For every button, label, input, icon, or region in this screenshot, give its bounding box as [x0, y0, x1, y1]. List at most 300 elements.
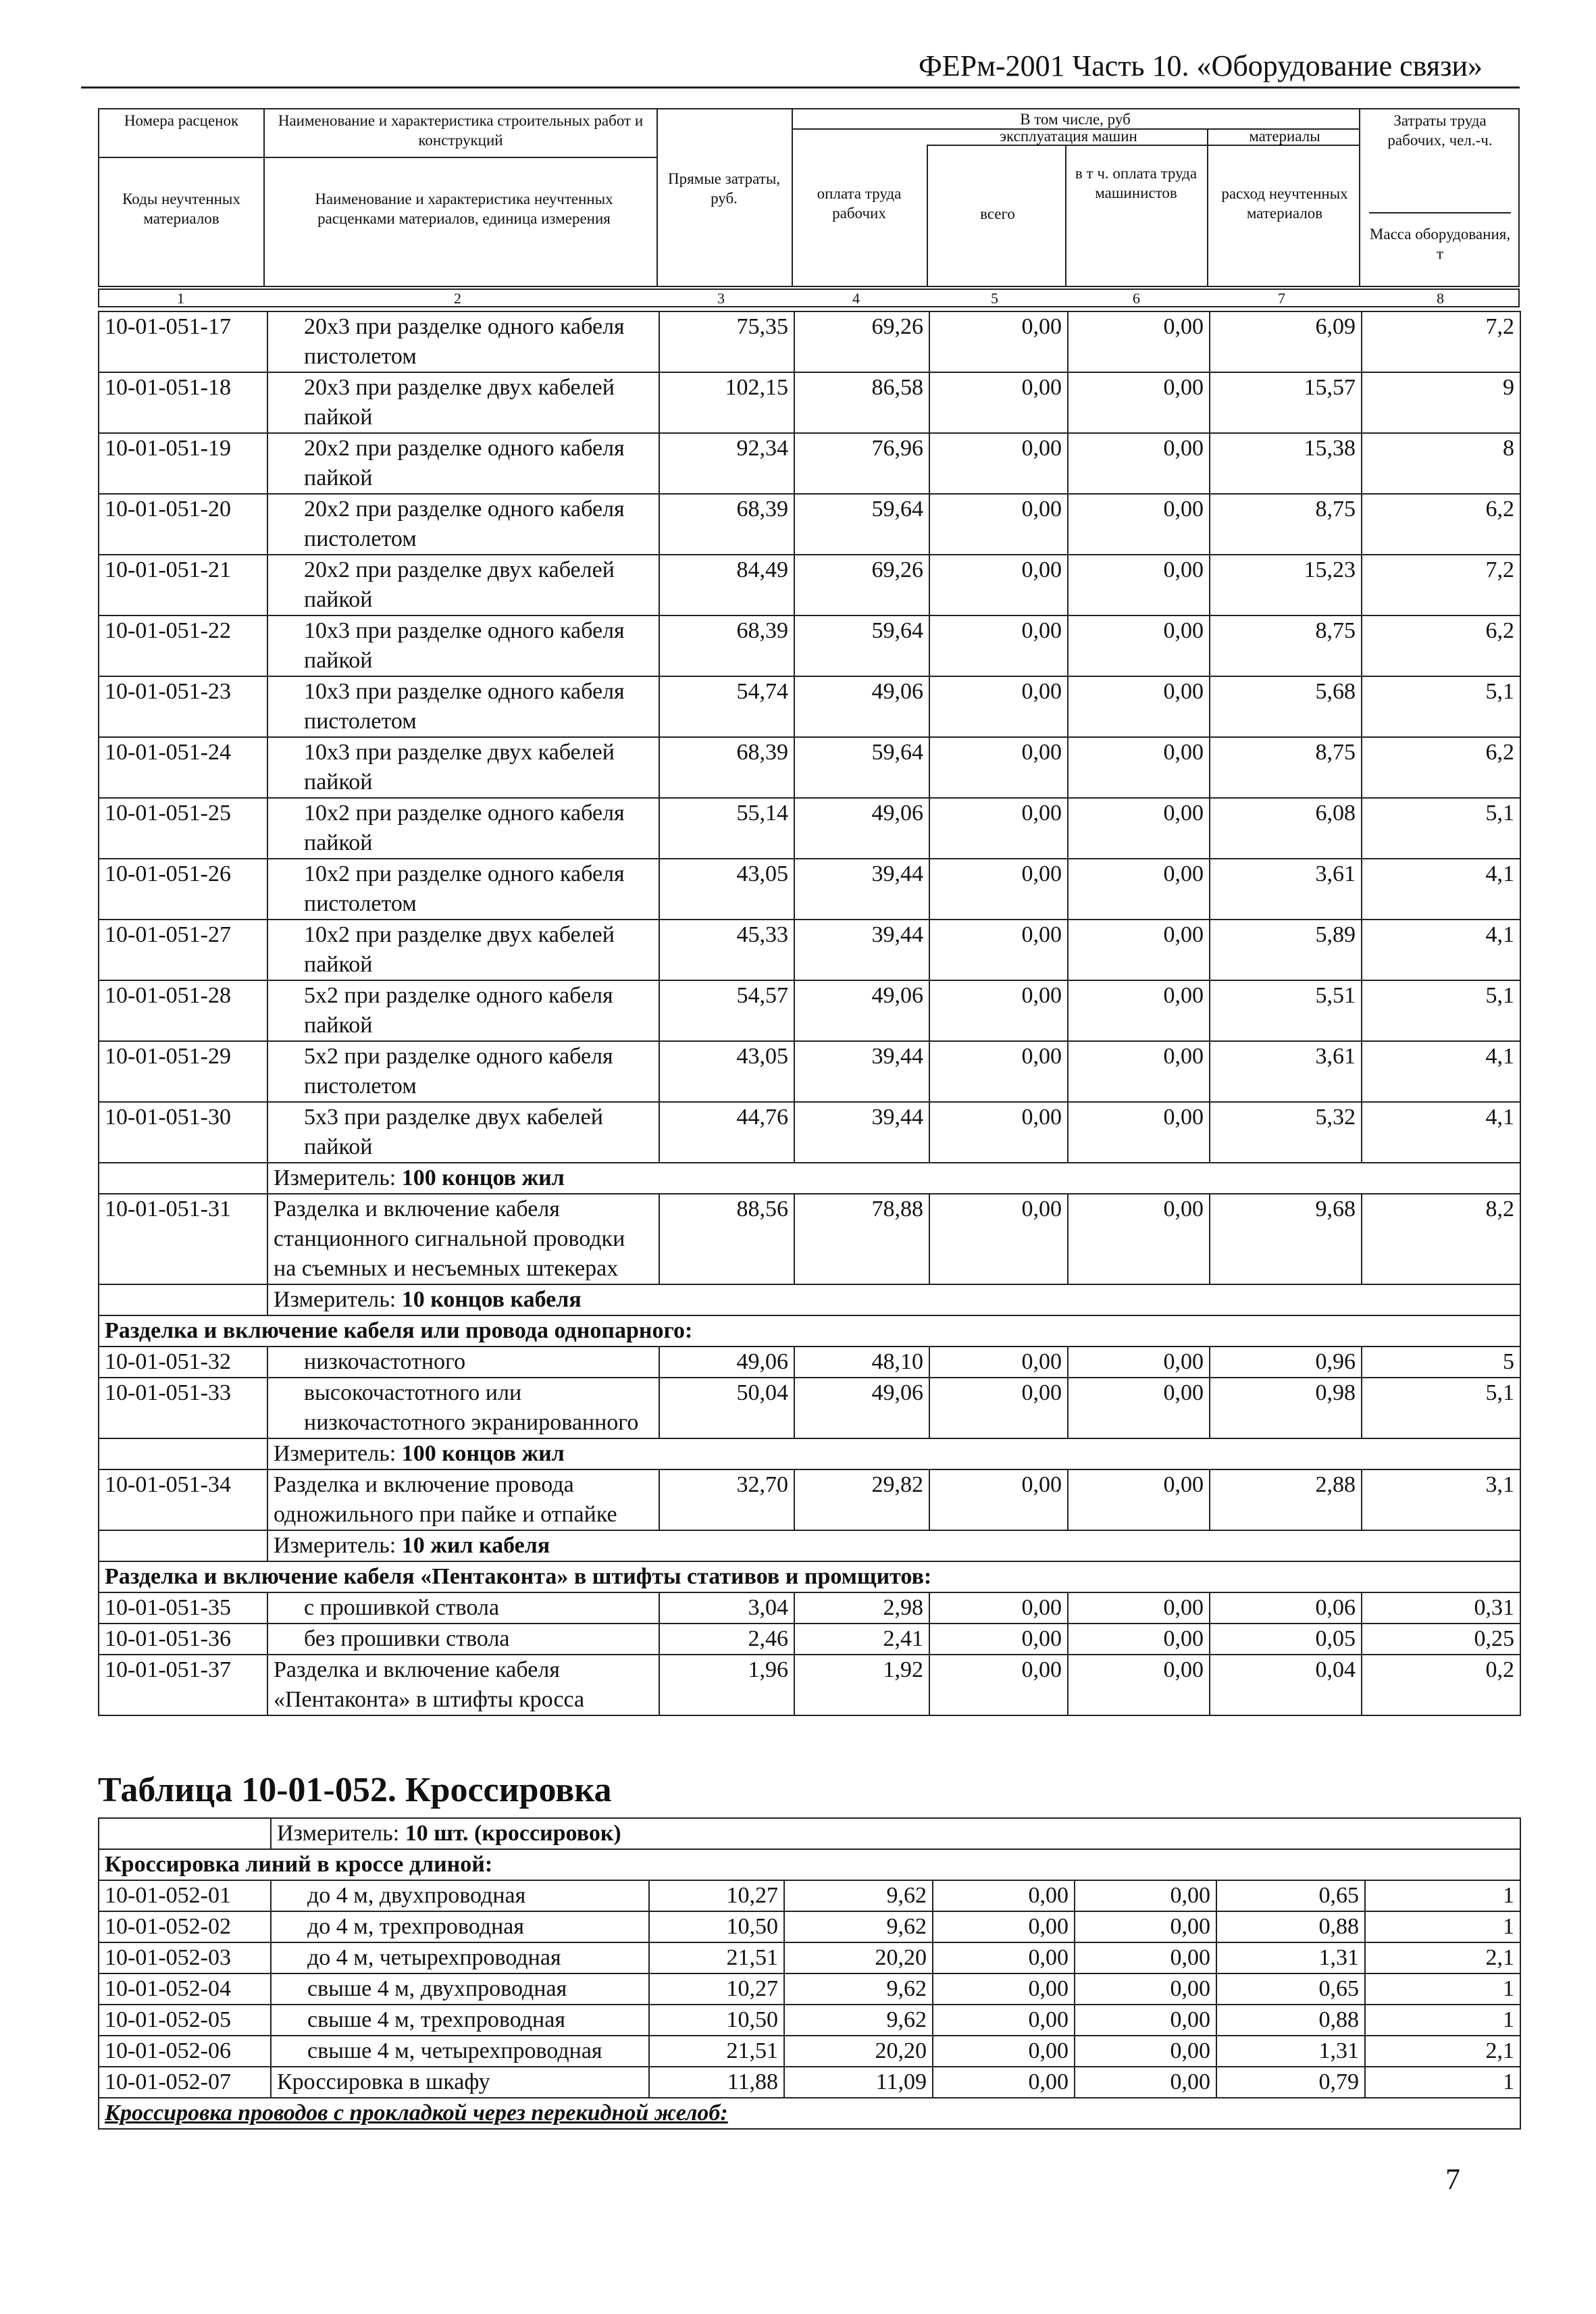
meter-label: Измеритель:: [274, 1441, 402, 1466]
header-rule: [81, 86, 1520, 89]
machines-total: 0,00: [933, 1942, 1075, 1973]
rate-code: 10-01-051-34: [99, 1469, 267, 1530]
labor-hours: 6,2: [1362, 615, 1520, 676]
rate-code: 10-01-051-19: [99, 433, 267, 494]
work-name: [267, 494, 659, 555]
rate-code: 10-01-051-36: [99, 1624, 267, 1655]
labor-hours: 1: [1365, 1973, 1520, 2005]
materials-cost: 5,32: [1210, 1102, 1362, 1163]
meter-row-text: [267, 1438, 1520, 1469]
col-divider: [263, 109, 265, 286]
work-name-text: без прошивки ствола: [304, 1626, 510, 1651]
table-row: [99, 1592, 1520, 1624]
machines-total: 0,00: [929, 798, 1068, 859]
materials-cost: 0,04: [1210, 1655, 1362, 1715]
work-name: [267, 1378, 659, 1438]
work-name: [271, 2005, 649, 2036]
labor-hours: 0,25: [1362, 1624, 1520, 1655]
work-name-text: 10х3 при разделке двух кабелей пайкой: [304, 740, 615, 795]
labor-hours: 1: [1365, 2067, 1520, 2098]
group-heading: Разделка и включение кабеля «Пентаконта» в штифты стативов и промщитов:: [99, 1561, 1520, 1592]
table-row: [99, 676, 1520, 737]
labor-pay: 9,62: [784, 2005, 933, 2036]
table-row: [99, 1973, 1520, 2005]
direct-cost: 10,27: [649, 1880, 784, 1911]
direct-cost: 92,34: [659, 433, 794, 494]
rate-code: 10-01-052-05: [99, 2005, 271, 2036]
materials-cost: 5,68: [1210, 676, 1362, 737]
rate-code: 10-01-051-21: [99, 555, 267, 615]
direct-cost: 49,06: [659, 1347, 794, 1378]
labor-hours: 1: [1365, 1880, 1520, 1911]
table-row: [99, 433, 1520, 494]
table-row: [99, 372, 1520, 433]
empty-cell: [99, 1530, 267, 1561]
group-heading: Кроссировка проводов с прокладкой через перекидной желоб:: [99, 2098, 1520, 2129]
col1-bottom-label: Коды неучтенных материалов: [122, 191, 240, 227]
rate-code: 10-01-052-03: [99, 1942, 271, 1973]
group-heading-row: [99, 1315, 1520, 1347]
col-divider: [792, 109, 793, 286]
labor-hours: 5,1: [1362, 676, 1520, 737]
work-name-text: 10х2 при разделке одного кабеля пистолетом: [304, 861, 625, 916]
work-name: [267, 1102, 659, 1163]
work-name: [271, 1942, 649, 1973]
machinists-pay: 0,00: [1068, 615, 1210, 676]
machines-total: 0,00: [929, 1041, 1068, 1102]
rate-code: 10-01-051-24: [99, 737, 267, 798]
direct-cost: 2,46: [659, 1624, 794, 1655]
work-name: [271, 2036, 649, 2067]
work-name: [267, 676, 659, 737]
meter-row: [99, 1438, 1520, 1469]
page-number: 7: [1445, 2163, 1460, 2196]
col-index-3: 3: [717, 290, 725, 307]
work-name: [267, 920, 659, 980]
machinists-pay: 0,00: [1075, 2067, 1216, 2098]
work-name-text: до 4 м, четырехпроводная: [307, 1945, 561, 1970]
running-head: ФЕРм-2001 Часть 10. «Оборудование связи»: [919, 49, 1483, 82]
table-row: [99, 1880, 1520, 1911]
machines-total: 0,00: [929, 920, 1068, 980]
materials-cost: 0,88: [1216, 1911, 1365, 1942]
machinists-pay: 0,00: [1068, 1655, 1210, 1715]
labor-pay: 76,96: [794, 433, 929, 494]
labor-pay: 2,98: [794, 1592, 929, 1624]
work-name-text: 20х3 при разделке одного кабеля пистолетом: [304, 314, 625, 369]
meter-row: [99, 1530, 1520, 1561]
machinists-pay: 0,00: [1075, 2036, 1216, 2067]
work-name-text: до 4 м, двухпроводная: [307, 1883, 526, 1908]
work-name: [267, 737, 659, 798]
labor-pay: 59,64: [794, 494, 929, 555]
rate-code: 10-01-051-33: [99, 1378, 267, 1438]
direct-cost: 68,39: [659, 737, 794, 798]
col4-label: оплата труда рабочих: [817, 185, 902, 222]
meter-value: 100 концов жил: [401, 1441, 565, 1466]
labor-hours: 2,1: [1365, 2036, 1520, 2067]
table-row: [99, 920, 1520, 980]
table-row: [99, 2036, 1520, 2067]
group-heading-row: [99, 1849, 1520, 1880]
machinists-pay: 0,00: [1068, 1469, 1210, 1530]
labor-pay: 9,62: [784, 1911, 933, 1942]
rate-code: 10-01-052-01: [99, 1880, 271, 1911]
machinists-pay: 0,00: [1068, 920, 1210, 980]
meter-value: 10 шт. (кроссировок): [405, 1821, 621, 1846]
work-name: Разделка и включение кабеля станционного сигнальной проводки на съемных и несъемных штекерах: [267, 1194, 659, 1284]
labor-pay: 1,92: [794, 1655, 929, 1715]
labor-pay: 49,06: [794, 1378, 929, 1438]
materials-cost: 8,75: [1210, 615, 1362, 676]
rate-code: 10-01-052-07: [99, 2067, 271, 2098]
meter-value: 10 жил кабеля: [401, 1533, 550, 1558]
rate-code: 10-01-051-31: [99, 1194, 267, 1284]
meter-value: 10 концов кабеля: [401, 1287, 582, 1312]
work-name-text: 20х3 при разделке двух кабелей пайкой: [304, 375, 615, 430]
meter-label: Измеритель:: [277, 1821, 405, 1846]
labor-hours: 0,31: [1362, 1592, 1520, 1624]
rate-code: 10-01-051-26: [99, 859, 267, 920]
work-name-text: свыше 4 м, трехпроводная: [307, 2007, 565, 2032]
col1-top-label: Номера расценок: [124, 112, 239, 129]
table-row: [99, 859, 1520, 920]
labor-pay: 59,64: [794, 615, 929, 676]
meter-row: [99, 1163, 1520, 1194]
direct-cost: 68,39: [659, 494, 794, 555]
labor-pay: 9,62: [784, 1880, 933, 1911]
rate-code: 10-01-051-37: [99, 1655, 267, 1715]
table-header: [98, 108, 1520, 287]
labor-hours: 7,2: [1362, 311, 1520, 372]
direct-cost: 21,51: [649, 1942, 784, 1973]
labor-pay: 39,44: [794, 1041, 929, 1102]
empty-cell: [99, 1163, 267, 1194]
rates-table-052: [98, 1817, 1521, 2130]
labor-hours: 5,1: [1362, 798, 1520, 859]
labor-pay: 48,10: [794, 1347, 929, 1378]
table-row: [99, 615, 1520, 676]
labor-pay: 29,82: [794, 1469, 929, 1530]
work-name: [267, 1592, 659, 1624]
labor-pay: 20,20: [784, 1942, 933, 1973]
rate-code: 10-01-052-02: [99, 1911, 271, 1942]
meter-row-text: [267, 1530, 1520, 1561]
work-name: [267, 859, 659, 920]
labor-pay: 49,06: [794, 980, 929, 1041]
meter-row-text: [271, 1818, 1520, 1849]
direct-cost: 50,04: [659, 1378, 794, 1438]
table-title: Таблица 10-01-052. Кроссировка: [98, 1771, 612, 1809]
labor-pay: 20,20: [784, 2036, 933, 2067]
machines-total: 0,00: [929, 1378, 1068, 1438]
labor-hours: 6,2: [1362, 494, 1520, 555]
labor-hours: 3,1: [1362, 1469, 1520, 1530]
work-name: [267, 980, 659, 1041]
work-name: [271, 1973, 649, 2005]
table-row: [99, 1194, 1520, 1284]
work-name: [271, 1880, 649, 1911]
labor-hours: 4,1: [1362, 1102, 1520, 1163]
meter-label: Измеритель:: [274, 1533, 402, 1558]
work-name: Кроссировка в шкафу: [271, 2067, 649, 2098]
machines-total: 0,00: [929, 555, 1068, 615]
machinists-pay: 0,00: [1068, 494, 1210, 555]
work-name-text: 10х3 при разделке одного кабеля пайкой: [304, 618, 625, 673]
machinists-pay: 0,00: [1068, 311, 1210, 372]
table-row: [99, 737, 1520, 798]
labor-pay: 86,58: [794, 372, 929, 433]
group-heading-row: [99, 1561, 1520, 1592]
work-name: [267, 555, 659, 615]
machines-total: 0,00: [933, 2067, 1075, 2098]
machines-total: 0,00: [929, 494, 1068, 555]
col-index-7: 7: [1278, 290, 1285, 307]
labor-hours: 7,2: [1362, 555, 1520, 615]
work-name-text: 5х2 при разделке одного кабеля пайкой: [304, 983, 613, 1038]
col-index-5: 5: [991, 290, 998, 307]
work-name: [271, 1911, 649, 1942]
direct-cost: 43,05: [659, 1041, 794, 1102]
direct-cost: 43,05: [659, 859, 794, 920]
work-name-text: 10х2 при разделке двух кабелей пайкой: [304, 922, 615, 977]
meter-row-text: [267, 1284, 1520, 1315]
machinists-pay: 0,00: [1068, 1378, 1210, 1438]
machines-total: 0,00: [929, 615, 1068, 676]
work-name: [267, 1347, 659, 1378]
labor-hours: 8: [1362, 433, 1520, 494]
work-name: Разделка и включение провода одножильного при пайке и отпайке: [267, 1469, 659, 1530]
machines-total: 0,00: [933, 1911, 1075, 1942]
table-row: [99, 494, 1520, 555]
materials-cost: 5,51: [1210, 980, 1362, 1041]
materials-cost: 0,79: [1216, 2067, 1365, 2098]
machinists-pay: 0,00: [1075, 1973, 1216, 2005]
machinists-pay: 0,00: [1068, 1347, 1210, 1378]
machinists-pay: 0,00: [1068, 372, 1210, 433]
rate-code: 10-01-051-29: [99, 1041, 267, 1102]
table-row: [99, 1469, 1520, 1530]
direct-cost: 32,70: [659, 1469, 794, 1530]
materials-cost: 6,08: [1210, 798, 1362, 859]
work-name-text: низкочастотного: [304, 1349, 466, 1374]
col-divider: [657, 109, 658, 286]
table-row: [99, 798, 1520, 859]
materials-cost: 0,98: [1210, 1378, 1362, 1438]
work-name: [267, 433, 659, 494]
work-name-text: свыше 4 м, четырехпроводная: [307, 2038, 602, 2063]
table-row: [99, 1911, 1520, 1942]
work-name-text: 20х2 при разделке одного кабеля пайкой: [304, 436, 625, 491]
machinists-pay: 0,00: [1068, 1041, 1210, 1102]
table-row: [99, 1942, 1520, 1973]
col-index-6: 6: [1133, 290, 1140, 307]
col2-top-label: Наименование и характеристика строительных работ и конструкций: [278, 112, 644, 149]
machines-total: 0,00: [929, 1102, 1068, 1163]
machinists-pay: 0,00: [1075, 1942, 1216, 1973]
labor-pay: 49,06: [794, 798, 929, 859]
machines-total: 0,00: [929, 980, 1068, 1041]
machinists-pay: 0,00: [1075, 2005, 1216, 2036]
direct-cost: 68,39: [659, 615, 794, 676]
table-row: [99, 1378, 1520, 1438]
direct-cost: 75,35: [659, 311, 794, 372]
work-name-text: 5х2 при разделке одного кабеля пистолетом: [304, 1044, 613, 1099]
table-row: [99, 980, 1520, 1041]
col-divider: [1359, 109, 1360, 286]
machinists-pay: 0,00: [1068, 1194, 1210, 1284]
rate-code: 10-01-051-25: [99, 798, 267, 859]
direct-cost: 3,04: [659, 1592, 794, 1624]
direct-cost: 11,88: [649, 2067, 784, 2098]
col8-bottom-label: Масса оборудования, т: [1369, 226, 1511, 262]
col-divider: [927, 145, 928, 286]
meter-value: 100 концов жил: [401, 1165, 565, 1190]
rate-code: 10-01-051-27: [99, 920, 267, 980]
table-row: [99, 1655, 1520, 1715]
machinists-pay: 0,00: [1068, 676, 1210, 737]
labor-hours: 0,2: [1362, 1655, 1520, 1715]
col-divider: [1065, 145, 1066, 286]
col3-label: Прямые затраты, руб.: [667, 170, 781, 207]
labor-hours: 4,1: [1362, 920, 1520, 980]
labor-hours: 5,1: [1362, 980, 1520, 1041]
table-row: [99, 1624, 1520, 1655]
machines-total: 0,00: [929, 1469, 1068, 1530]
meter-label: Измеритель:: [274, 1165, 402, 1190]
work-name-text: 5х3 при разделке двух кабелей пайкой: [304, 1105, 603, 1159]
machinists-pay: 0,00: [1068, 1102, 1210, 1163]
rates-table-051: [98, 311, 1521, 1716]
rate-code: 10-01-051-20: [99, 494, 267, 555]
labor-pay: 39,44: [794, 1102, 929, 1163]
table-row: [99, 555, 1520, 615]
machines-total: 0,00: [933, 2036, 1075, 2067]
table-row: [99, 2005, 1520, 2036]
rate-code: 10-01-051-35: [99, 1592, 267, 1624]
materials-cost: 3,61: [1210, 1041, 1362, 1102]
labor-pay: 2,41: [794, 1624, 929, 1655]
machinists-pay: 0,00: [1068, 433, 1210, 494]
col-index-1: 1: [177, 290, 184, 307]
group-heading: Разделка и включение кабеля или провода однопарного:: [99, 1315, 1520, 1347]
labor-pay: 78,88: [794, 1194, 929, 1284]
work-name-text: 20х2 при разделке двух кабелей пайкой: [304, 557, 615, 612]
work-name: [267, 311, 659, 372]
table-row: [99, 1041, 1520, 1102]
direct-cost: 10,50: [649, 1911, 784, 1942]
rate-code: 10-01-052-06: [99, 2036, 271, 2067]
table-row: [99, 1347, 1520, 1378]
materials-cost: 2,88: [1210, 1469, 1362, 1530]
group-heading: Кроссировка линий в кроссе длиной:: [99, 1849, 1520, 1880]
meter-label: Измеритель:: [274, 1287, 402, 1312]
col-index-4: 4: [852, 290, 860, 307]
materials-cost: 0,65: [1216, 1880, 1365, 1911]
rate-code: 10-01-051-28: [99, 980, 267, 1041]
rate-code: 10-01-051-22: [99, 615, 267, 676]
machinists-pay: 0,00: [1068, 737, 1210, 798]
labor-pay: 39,44: [794, 859, 929, 920]
col5-label: всего: [980, 205, 1015, 222]
labor-hours: 2,1: [1365, 1942, 1520, 1973]
h-rule: [99, 157, 657, 158]
labor-hours: 5,1: [1362, 1378, 1520, 1438]
table-row: [99, 2067, 1520, 2098]
work-name: [267, 1041, 659, 1102]
machinists-pay: 0,00: [1068, 1592, 1210, 1624]
empty-cell: [99, 1438, 267, 1469]
materials-cost: 6,09: [1210, 311, 1362, 372]
work-name-text: 10х3 при разделке одного кабеля пистолетом: [304, 679, 625, 734]
materials-label: материалы: [1249, 128, 1320, 145]
labor-pay: 69,26: [794, 311, 929, 372]
materials-cost: 1,31: [1216, 2036, 1365, 2067]
incl-label: В том числе, руб: [1020, 111, 1131, 128]
direct-cost: 88,56: [659, 1194, 794, 1284]
machines-total: 0,00: [929, 1592, 1068, 1624]
labor-pay: 9,62: [784, 1973, 933, 2005]
labor-hours: 6,2: [1362, 737, 1520, 798]
labor-pay: 39,44: [794, 920, 929, 980]
materials-cost: 8,75: [1210, 737, 1362, 798]
materials-cost: 0,88: [1216, 2005, 1365, 2036]
col-divider: [1207, 130, 1208, 286]
materials-cost: 15,38: [1210, 433, 1362, 494]
rate-code: 10-01-051-23: [99, 676, 267, 737]
materials-cost: 0,05: [1210, 1624, 1362, 1655]
work-name: [267, 372, 659, 433]
work-name: Разделка и включение кабеля «Пентаконта» в штифты кросса: [267, 1655, 659, 1715]
machines-total: 0,00: [929, 372, 1068, 433]
machinists-pay: 0,00: [1075, 1911, 1216, 1942]
direct-cost: 44,76: [659, 1102, 794, 1163]
machinists-pay: 0,00: [1068, 859, 1210, 920]
work-name-text: с прошивкой ствола: [304, 1595, 500, 1620]
col2-bottom-label: Наименование и характеристика неучтенных расценками материалов, единица измерения: [315, 191, 613, 227]
work-name-text: 10х2 при разделке одного кабеля пайкой: [304, 801, 625, 855]
table-row: [99, 311, 1520, 372]
labor-pay: 11,09: [784, 2067, 933, 2098]
col7-label: расход неучтенных материалов: [1221, 185, 1348, 222]
labor-pay: 69,26: [794, 555, 929, 615]
materials-cost: 0,06: [1210, 1592, 1362, 1624]
materials-cost: 5,89: [1210, 920, 1362, 980]
machines-total: 0,00: [929, 311, 1068, 372]
machines-total: 0,00: [929, 1194, 1068, 1284]
direct-cost: 84,49: [659, 555, 794, 615]
direct-cost: 21,51: [649, 2036, 784, 2067]
rate-code: 10-01-051-18: [99, 372, 267, 433]
labor-pay: 49,06: [794, 676, 929, 737]
rate-code: 10-01-052-04: [99, 1973, 271, 2005]
materials-cost: 15,57: [1210, 372, 1362, 433]
work-name: [267, 1624, 659, 1655]
direct-cost: 1,96: [659, 1655, 794, 1715]
machinists-pay: 0,00: [1068, 980, 1210, 1041]
machines-total: 0,00: [929, 737, 1068, 798]
machinists-pay: 0,00: [1075, 1880, 1216, 1911]
materials-cost: 1,31: [1216, 1942, 1365, 1973]
column-index-row: [98, 288, 1520, 307]
table-row: [99, 1102, 1520, 1163]
materials-cost: 0,65: [1216, 1973, 1365, 2005]
machines-total: 0,00: [933, 1973, 1075, 2005]
work-name-text: до 4 м, трехпроводная: [307, 1914, 524, 1939]
labor-hours: 1: [1365, 1911, 1520, 1942]
machines-total: 0,00: [929, 1347, 1068, 1378]
machinists-pay: 0,00: [1068, 798, 1210, 859]
